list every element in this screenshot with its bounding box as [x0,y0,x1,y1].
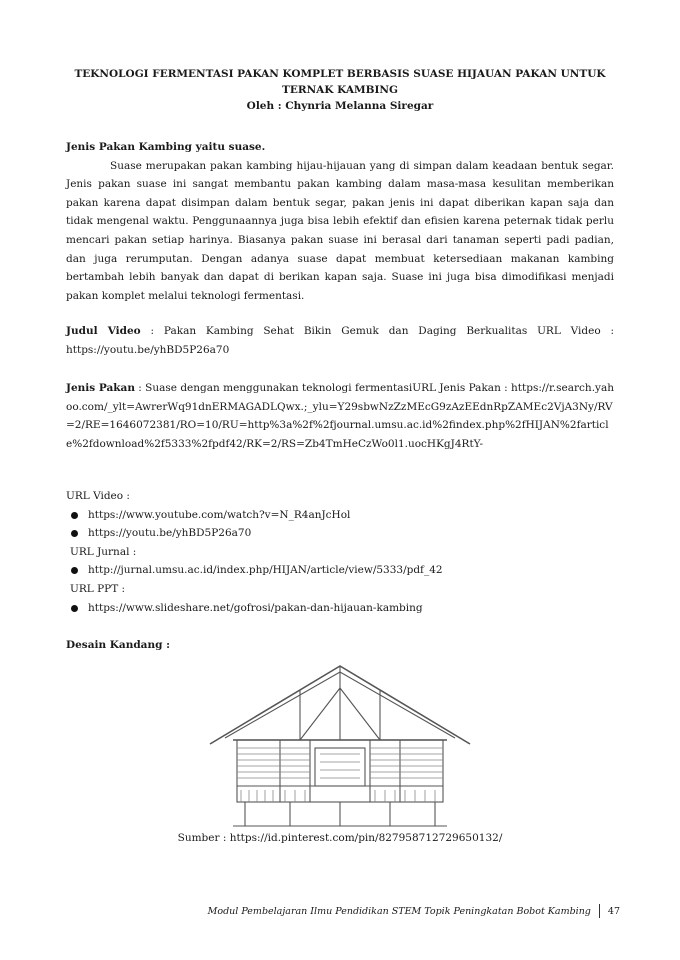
goat-pen-sketch [205,658,475,828]
url-jurnal-label: URL Jurnal : [70,545,137,558]
document-title [60,66,620,114]
footer-divider [599,904,600,918]
video-url-link[interactable]: https://youtu.be/yhBD5P26a70 [66,524,614,543]
desain-heading: Desain Kandang : [66,639,170,651]
author-line: Oleh : Chynria Melanna Siregar [246,100,434,112]
page-number: 47 [607,905,620,917]
video-label: Judul Video [66,325,141,337]
section-heading: Jenis Pakan Kambing yaitu suase. [66,141,266,153]
jenis-pakan-text[interactable]: : Suase dengan menggunakan teknologi fermentasiURL Jenis Pakan : https://r.search.yahoo.com/_ylt=AwrerWq91dnERMAGADLQwx.;_ylu=Y29sbwNzZzMEcG9zAzEEdnRpZAMEc2VjA3Ny/RV=2/RE=1646072381/RO=10/RU=http%3a%2f%2fjournal.umsu.ac.id%2findex.php%2fHIJAN%2farticle%2fdownload%2f5333%2fpdf42/RK=2/RS=Zb4TmHeCzWo0l1.uocHKgJ4RtY- [66,382,614,450]
section-jenis-pakan [66,138,614,305]
image-source-caption: Sumber : https://id.pinterest.com/pin/827958712729650132/ [177,832,503,844]
url-ppt-label: URL PPT : [70,582,126,595]
jenis-pakan-paragraph [66,379,614,453]
video-text[interactable]: : Pakan Kambing Sehat Bikin Gemuk dan Daging Berkualitas URL Video : https://youtu.be/yhBD5P26a70 [66,325,614,356]
footer-module-title: Modul Pembelajaran Ilmu Pendidikan STEM Topik Peningkatan Bobot Kambing [207,905,591,917]
jenis-pakan-label: Jenis Pakan [66,382,135,394]
url-list [66,487,614,617]
video-url-link[interactable]: https://www.youtube.com/watch?v=N_R4anJcHol [66,506,614,525]
suase-paragraph: Suase merupakan pakan kambing hijau-hijauan yang di simpan dalam keadaan bentuk segar. Jenis pakan suase ini sangat membantu pakan kambing dalam masa-masa kesulitan memberikan pakan karena dapat disimpan dalam bentuk segar, pakan jenis ini dapat diberikan kapan saja dan tidak mengenal waktu. Penggunaannya juga bisa lebih efektif dan efisien karena peternak tidak perlu mencari pakan setiap harinya. Biasanya pakan suase ini berasal dari tanaman seperti padi padian, dan juga rerumputan. Dengan adanya suase dapat membuat ketersediaan makanan kambing bertambah lebih banyak dan dapat di berikan kapan saja. Suase ini juga bisa dimodifikasi menjadi pakan komplet melalui teknologi fermentasi. [66,159,614,302]
page-footer [208,904,620,918]
video-paragraph [66,322,614,359]
url-video-label: URL Video : [66,490,130,502]
title-line-1: TEKNOLOGI FERMENTASI PAKAN KOMPLET BERBASIS SUASE HIJAUAN PAKAN UNTUK [74,68,606,80]
ppt-url-link[interactable]: https://www.slideshare.net/gofrosi/pakan-dan-hijauan-kambing [66,599,614,618]
title-line-2: TERNAK KAMBING [282,84,398,96]
jurnal-url-link[interactable]: http://jurnal.umsu.ac.id/index.php/HIJAN/article/view/5333/pdf_42 [66,561,614,580]
